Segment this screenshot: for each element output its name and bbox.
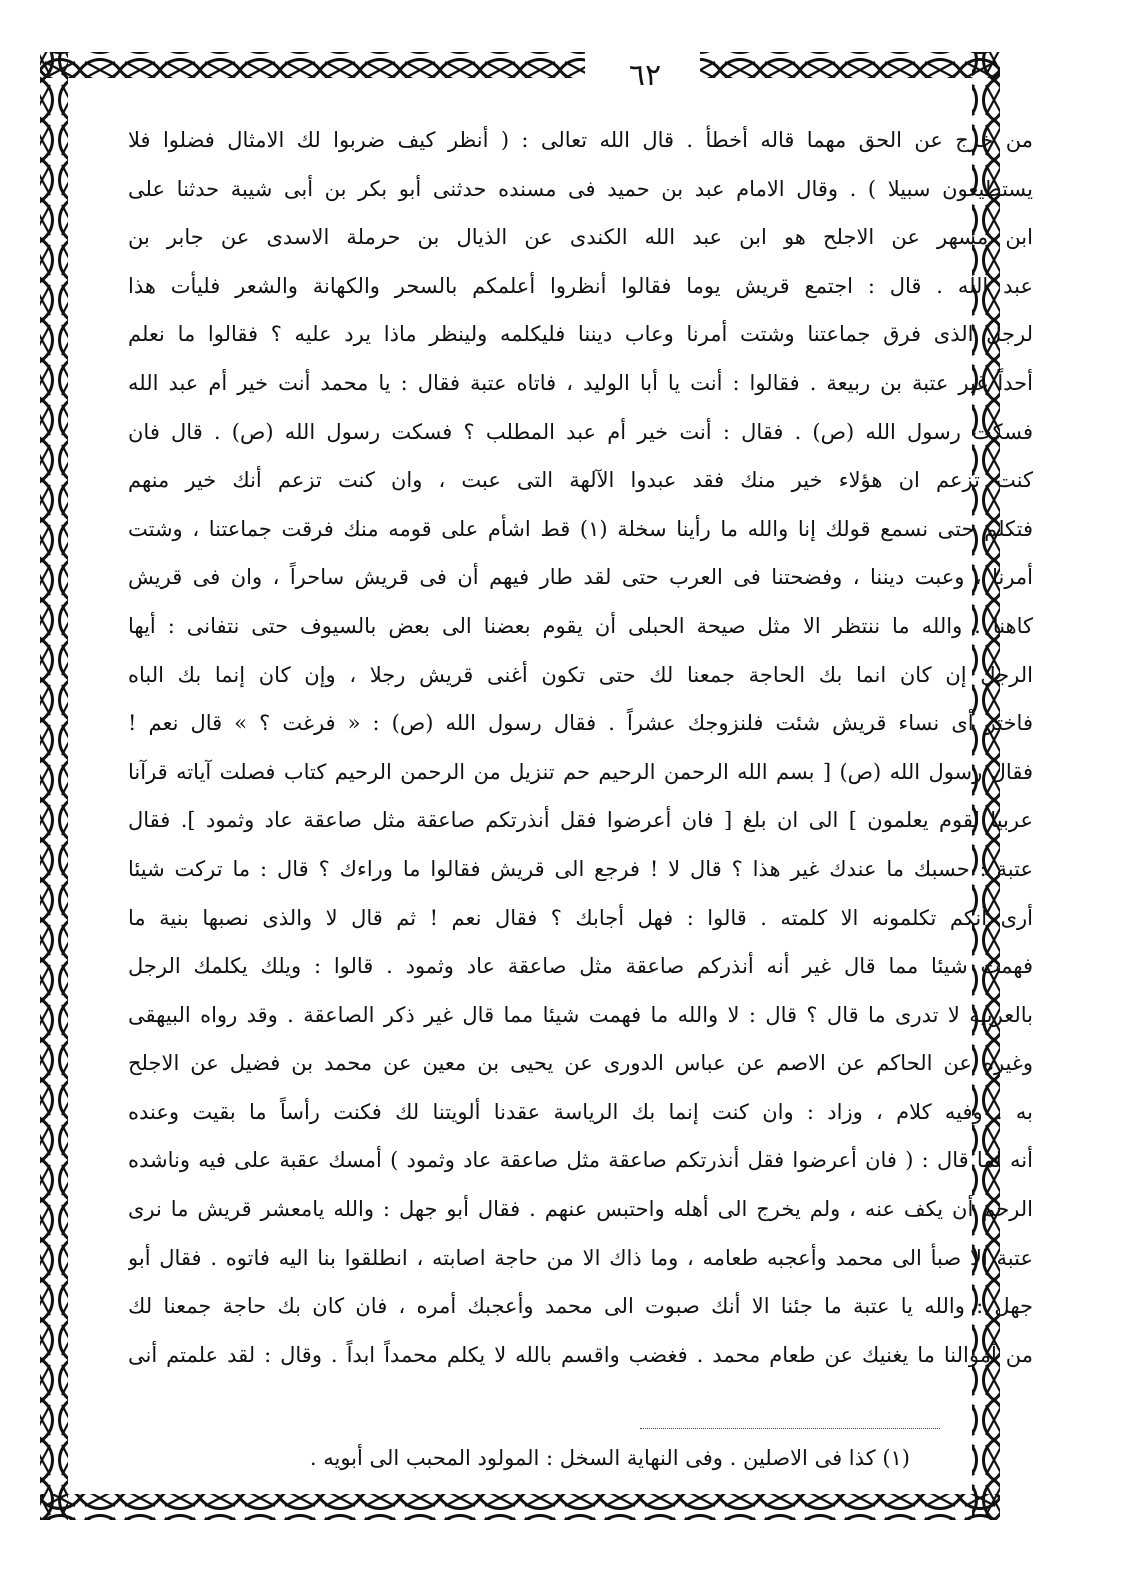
main-text — [128, 116, 1033, 1379]
text-line: أرى أنكم تكلمونه الا كلمته . قالوا : فهل أجابك ؟ فقال نعم ! ثم قال لا والذى نصبها بنية ما — [128, 905, 1033, 930]
text-line: فاختر أى نساء قريش شئت فلنزوجك عشراً . فقال رسول الله (ص) : « فرغت ؟ » قال نعم ! — [128, 711, 1033, 736]
text-line: يستطيعون سبيلا ) . وقال الامام عبد بن حميد فى مسنده حدثنى أبو بكر بن أبى شيبة حدثنا على — [128, 176, 1033, 201]
text-line: وغيره عن الحاكم عن الاصم عن عباس الدورى عن يحيى بن معين عن محمد بن فضيل عن الاجلح — [128, 1051, 1033, 1076]
footnote-divider — [640, 1428, 940, 1429]
text-line: لرجل الذى فرق جماعتنا وشتت أمرنا وعاب ديننا فليكلمه ولينظر ماذا يرد عليه ؟ فقالوا ما نعلم — [128, 322, 1033, 347]
text-line: كاهنا . والله ما ننتظر الا مثل صيحة الحبلى أن يقوم بعضنا الى بعض بالسيوف حتى نتفانى : أيها — [128, 613, 1033, 638]
text-line: أمرنا ، وعبت ديننا ، وفضحتنا فى العرب حتى لقد طار فيهم أن فى قريش ساحراً ، وان فى قريش — [128, 565, 1033, 590]
text-line: عتبة الا صبأ الى محمد وأعجبه طعامه ، وما ذاك الا من حاجة اصابته ، انطلقوا بنا اليه فاتوه . فقال أبو — [128, 1245, 1033, 1270]
text-line: ابن مسهر عن الاجلح هو ابن عبد الله الكندى عن الذيال بن حرملة الاسدى عن جابر بن — [128, 225, 1033, 250]
text-line: من خرج عن الحق مهما قاله أخطأ . قال الله تعالى : ( أنظر كيف ضربوا لك الامثال فضلوا فلا — [128, 128, 1033, 152]
text-line: عربيا لقوم يعلمون ] الى ان بلغ [ فان أعرضوا فقل أنذرتكم صاعقة مثل صاعقة عاد وثمود ]. فقال — [128, 808, 1033, 833]
text-line: أنه لما قال : ( فان أعرضوا فقل أنذرتكم صاعقة مثل صاعقة عاد وثمود ) أمسك عقبة على فيه وناشده — [128, 1148, 1033, 1173]
text-line: عبد الله . قال : اجتمع قريش يوما فقالوا أنظروا أعلمكم بالسحر والكهانة والشعر فليأت هذا — [128, 273, 1033, 298]
text-line: فهمت شيئا مما قال غير أنه أنذركم صاعقة مثل صاعقة عاد وثمود . قالوا : ويلك يكلمك الرجل — [128, 954, 1033, 979]
text-line: بالعربية لا تدرى ما قال ؟ قال : لا والله ما فهمت شيئا مما قال غير ذكر الصاعقة . وقد رواه البيهقى — [128, 1002, 1033, 1027]
text-line: فقال رسول الله (ص) [ بسم الله الرحمن الرحيم حم تنزيل من الرحمن الرحيم كتاب فصلت آياته قرآنا — [128, 759, 1033, 784]
page-number: ٦٢ — [628, 58, 662, 93]
text-line: كنت تزعم ان هؤلاء خير منك فقد عبدوا الآلهة التى عبت ، وان كنت تزعم أنك خير منهم — [128, 468, 1033, 493]
text-line: به . وفيه كلام ، وزاد : وان كنت إنما بك الرياسة عقدنا ألويتنا لك فكنت رأساً ما بقيت وعنده — [128, 1099, 1033, 1124]
text-line: من أموالنا ما يغنيك عن طعام محمد . فغضب واقسم بالله لا يكلم محمداً ابداً . وقال : لقد علمتم أنى — [128, 1342, 1033, 1367]
text-line: الرحم أن يكف عنه ، ولم يخرج الى أهله واحتبس عنهم . فقال أبو جهل : والله يامعشر قريش ما نرى — [128, 1197, 1033, 1222]
text-line: جهل : والله يا عتبة ما جئنا الا أنك صبوت الى محمد وأعجبك أمره ، فان كان بك حاجة جمعنا لك — [128, 1294, 1033, 1319]
text-line: أحداً غير عتبة بن ربيعة . فقالوا : أنت يا أبا الوليد ، فاتاه عتبة فقال : يا محمد أنت خير أم عبد الله — [128, 370, 1033, 395]
text-line: الرجل إن كان انما بك الحاجة جمعنا لك حتى تكون أغنى قريش رجلا ، وإن كان إنما بك الباه — [128, 662, 1033, 687]
text-line: فتكلم حتى نسمع قولك إنا والله ما رأينا سخلة (١) قط اشأم على قومه منك فرقت جماعتنا ، وشتت — [128, 516, 1033, 541]
footnote: (١) كذا فى الاصلين . وفى النهاية السخل : المولود المحبب الى أبويه . — [309, 1446, 910, 1470]
text-line: فسكت رسول الله (ص) . فقال : أنت خير أم عبد المطلب ؟ فسكت رسول الله (ص) . قال فان — [128, 419, 1033, 444]
text-line: عتبة : حسبك ما عندك غير هذا ؟ قال لا ! فرجع الى قريش فقالوا ما وراءك ؟ قال : ما تركت شيئا — [128, 856, 1033, 881]
